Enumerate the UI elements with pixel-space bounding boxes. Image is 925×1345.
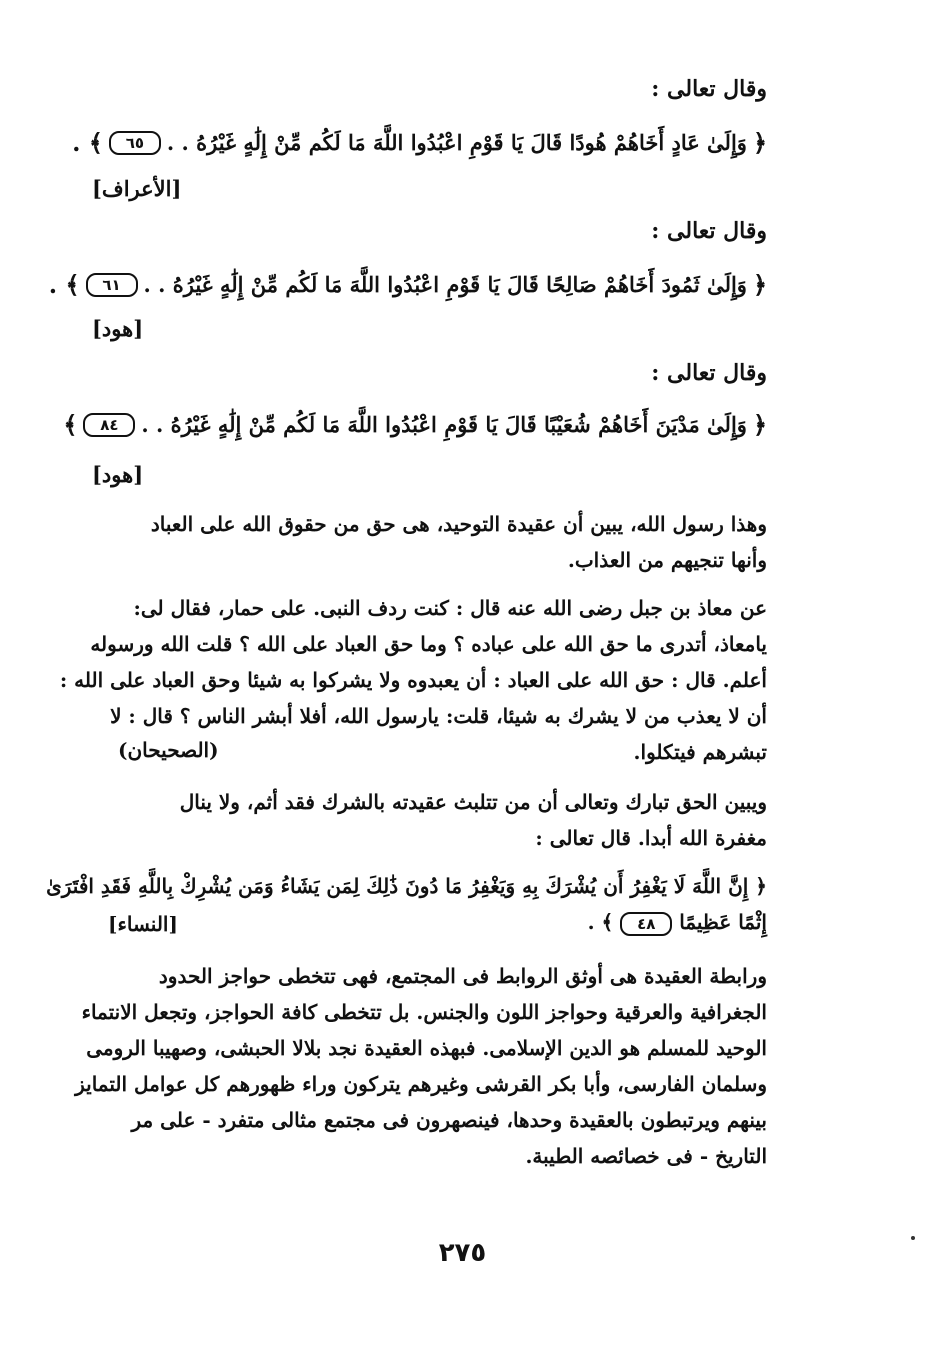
paragraph-line: ويبين الحق تبارك وتعالى أن من تتلبث عقيدته بالشرك فقد أثم، ولا ينال [179,790,767,814]
paragraph-line: أن لا يعذب من لا يشرك به شيئا، قلت: يارسول الله، أفلا أبشر الناس ؟ قال : لا [110,704,767,728]
paragraph-shirk [88,784,767,856]
verse-text: وَإِلَىٰ ثَمُودَ أَخَاهُمْ صَالِحًا قَالَ يَا قَوْمِ اعْبُدُوا اللَّهَ مَا لَكُم مِّنْ إِلَٰهٍ غَيْرُهُ . . [143,272,747,297]
paragraph-line: مغفرة الله أبدا. قال تعالى : [535,826,767,850]
verse-open-bracket: ﴿ [752,270,767,299]
verse-source: [هود] [92,462,144,487]
verse-close-bracket: ﴾ . [72,128,103,157]
paragraph-line: ورابطة العقيدة هى أوثق الروابط فى المجتمع، فهى تتخطى حواجز الحدود [158,964,767,988]
ayah-number-badge: ٦٥ [109,131,161,155]
hadith-source: (الصحيحان) [118,738,219,762]
paragraph-line: تبشرهم فيتكلوا. [633,740,767,764]
paragraph-bond [75,958,767,1174]
verse-text: وَإِلَىٰ مَدْيَنَ أَخَاهُمْ شُعَيْبًا قَالَ يَا قَوْمِ اعْبُدُوا اللَّهَ مَا لَكُم مِّنْ إِلَٰهٍ غَيْرُهُ . . [141,412,747,437]
paragraph-line: وهذا رسول الله، يبين أن عقيدة التوحيد، هى حق من حقوق الله على العباد [150,512,767,536]
verse-line: ﴿ إِنَّ اللَّهَ لَا يَغْفِرُ أَن يُشْرَكَ بِهِ وَيَغْفِرُ مَا دُونَ ذَٰلِكَ لِمَن يَشَاءُ وَمَن يُشْرِكْ بِاللَّهِ فَقَدِ افْتَرَىٰ [46,874,767,898]
paragraph-line: أعلم. قال : حق الله على العباد : أن يعبدوه ولا يشركوا به شيئا وحق العباد على الله : [59,668,767,692]
paragraph-line: التاريخ - فى خصائصه الطيبة. [525,1144,767,1168]
paragraph-line: الوحيد للمسلم هو الدين الإسلامى. فبهذه العقيدة نجد بلالا الحبشى، وصهيبا الرومى [86,1036,767,1060]
verse-source: [الأعراف] [92,176,182,201]
verse-close-bracket: ﴾ . [587,910,614,934]
quran-verse-3 [63,410,767,439]
intro-label: وقال تعالى : [651,76,767,102]
ayah-number-badge: ٦١ [86,273,138,297]
verse-open-bracket: ﴿ [752,410,767,439]
verse-line-2 [88,904,767,940]
verse-source: [النساء] [108,912,178,936]
verse-text: وَإِلَىٰ عَادٍ أَخَاهُمْ هُودًا قَالَ يَا قَوْمِ اعْبُدُوا اللَّهَ مَا لَكُم مِّنْ إِلَٰهٍ غَيْرُهُ . . [166,130,747,155]
page-number: ٢٧٥ [438,1238,487,1268]
quran-verse-4 [46,868,767,940]
paragraph-line: وأنها تنجيهم من العذاب. [567,548,767,572]
paragraph-line: وسلمان الفارسى، وأبا بكر القرشى وغيرهم يتركون وراء ظهورهم كل عوامل التمايز [75,1072,767,1096]
scan-speck [911,1236,915,1240]
ayah-number-badge: ٤٨ [620,912,672,936]
quran-verse-1 [72,128,767,157]
intro-label: وقال تعالى : [651,218,767,244]
verse-close-bracket: ﴾ . [48,270,80,299]
verse-close-bracket: ﴾ [63,410,78,439]
intro-label: وقال تعالى : [651,360,767,386]
quran-verse-2 [48,270,767,299]
paragraph-line: بينهم ويرتبطون بالعقيدة وحدها، فينصهرون فى مجتمع مثالى متفرد - على مر [131,1108,767,1132]
paragraph-line: عن معاذ بن جبل رضى الله عنه قال : كنت ردف النبى. على حمار، فقال لى: [133,596,767,620]
verse-text: إِثْمًا عَظِيمًا [679,910,767,934]
verse-open-bracket: ﴿ [752,128,767,157]
paragraph-tawhid [88,506,767,578]
paragraph-line: يامعاذ، أتدرى ما حق الله على عباده ؟ وما حق العباد على الله ؟ قلت الله ورسوله [90,632,767,656]
ayah-number-badge: ٨٤ [83,413,135,437]
paragraph-line: الجغرافية والعرقية وحواجز اللون والجنس. بل تتخطى كافة الحواجز، وتجعل الانتماء [81,1000,767,1024]
verse-source: [هود] [92,316,144,341]
